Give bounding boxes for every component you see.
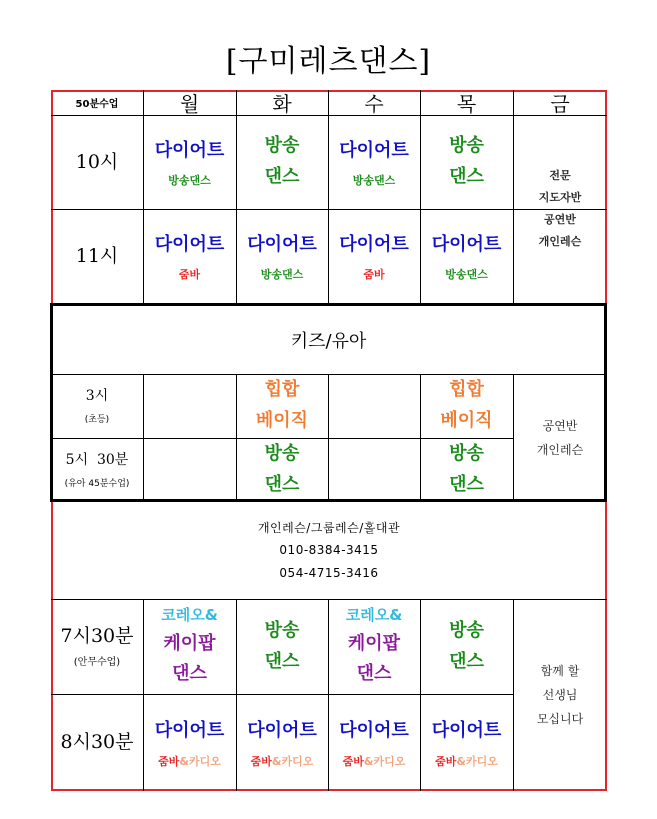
class-name: 다이어트	[247, 233, 317, 255]
class-cell-wed-730	[328, 599, 420, 694]
class-subtitle-b: &카디오	[363, 754, 406, 768]
class-cell-wed-11	[328, 209, 420, 303]
class-cell-tue-5	[236, 438, 328, 502]
header-day-wed: 수	[364, 92, 384, 116]
class-subtitle: 줌바	[178, 268, 201, 282]
class-subtitle: 줌바	[363, 268, 385, 282]
class-name-line2: 댄스	[264, 474, 300, 495]
header-day-thu: 목	[456, 92, 477, 116]
class-cell-thu-830	[420, 694, 513, 791]
header-day-fri: 금	[550, 92, 570, 116]
class-name-line2: 댄스	[449, 166, 484, 187]
class-cell-mon-830	[143, 694, 236, 791]
class-name-line1: 방송	[264, 135, 300, 157]
class-subtitle: 방송댄스	[168, 174, 211, 188]
time-3	[51, 374, 143, 438]
class-name-line1: 방송	[264, 619, 300, 641]
services-text: 개인레슨/그룹레슨/홀대관	[257, 521, 401, 536]
friday-kids-cell	[513, 374, 607, 502]
class-subtitle: 방송댄스	[352, 174, 396, 188]
header-day-tue: 화	[272, 92, 292, 116]
class-subtitle-b: &카디오	[179, 754, 221, 768]
info-block	[51, 502, 607, 599]
friday-line: 공연반	[544, 213, 576, 226]
class-cell-wed-830	[328, 694, 420, 791]
class-name-line2: 베이직	[255, 410, 309, 431]
class-name: 다이어트	[339, 720, 409, 742]
friday-line: 지도자반	[538, 191, 582, 204]
class-subtitle-b: &카디오	[271, 754, 314, 768]
friday-line: 전문	[549, 169, 571, 182]
kids-banner: 키즈/유아	[290, 331, 367, 352]
friday-line: 모십니다	[536, 712, 584, 726]
class-name-line1: 방송	[264, 443, 300, 465]
class-cell-thu-5	[420, 438, 513, 502]
class-name: 다이어트	[154, 233, 225, 255]
class-cell-tue-3	[236, 374, 328, 438]
phone-landline: 054-4715-3416	[279, 565, 379, 580]
class-cell-mon-11	[143, 209, 236, 303]
class-name-line2: 베이직	[440, 410, 493, 431]
class-subtitle-a: 줌바	[342, 754, 364, 768]
class-name-line3: 댄스	[356, 663, 392, 685]
class-name-line2: 댄스	[264, 650, 300, 672]
class-name: 다이어트	[339, 233, 409, 255]
class-subtitle-a: 줌바	[435, 754, 457, 768]
class-cell-tue-830	[236, 694, 328, 791]
class-cell-tue-10	[236, 115, 328, 209]
class-subtitle: 방송댄스	[445, 268, 488, 282]
class-subtitle-b: &카디오	[456, 754, 498, 768]
friday-line: 개인레슨	[538, 235, 582, 248]
class-cell-thu-3	[420, 374, 513, 438]
class-name-line2: 케이팝	[347, 632, 401, 654]
time-8-30: 8시30분	[60, 731, 134, 754]
class-cell-mon-10	[143, 115, 236, 209]
time-7-30	[51, 599, 143, 694]
friday-evening-cell	[513, 599, 607, 791]
class-name-line2: 댄스	[449, 474, 484, 495]
page-title: [구미레츠댄스]	[225, 44, 432, 79]
class-cell-tue-11	[236, 209, 328, 303]
friday-line: 함께 할	[540, 664, 580, 678]
class-name-line1: 힙합	[449, 379, 484, 401]
time-label: 3시	[85, 388, 109, 405]
class-subtitle-a: 줌바	[158, 754, 180, 768]
class-cell-thu-11	[420, 209, 513, 303]
phone-mobile: 010-8384-3415	[279, 543, 379, 558]
class-name-line1: 힙합	[264, 379, 300, 401]
class-name-line2: 케이팝	[163, 632, 216, 654]
friday-line: 선생님	[542, 688, 578, 702]
class-cell-thu-10	[420, 115, 513, 209]
time-label: 7시30분	[60, 624, 134, 647]
header-day-mon: 월	[179, 92, 200, 116]
class-name-line1: 코레오&	[345, 606, 403, 625]
friday-line: 개인레슨	[536, 443, 584, 457]
class-name: 다이어트	[431, 720, 502, 742]
class-name: 다이어트	[247, 720, 317, 742]
class-name-line1: 코레오&	[161, 606, 218, 625]
class-name: 다이어트	[339, 139, 409, 161]
time-5-30	[51, 438, 143, 502]
time-note: (초등)	[84, 414, 110, 425]
time-note: (안무수업)	[73, 657, 121, 669]
class-cell-wed-10	[328, 115, 420, 209]
class-name-line1: 방송	[449, 443, 484, 465]
class-name-line1: 방송	[449, 619, 484, 641]
time-10: 10시	[75, 150, 119, 173]
class-name-line2: 댄스	[449, 650, 484, 672]
class-subtitle-a: 줌바	[250, 754, 272, 768]
class-name-line2: 댄스	[264, 166, 300, 187]
class-name: 다이어트	[431, 233, 502, 255]
class-cell-mon-730	[143, 599, 236, 694]
friday-line: 공연반	[542, 419, 578, 433]
class-name-line1: 방송	[449, 135, 484, 157]
header-corner: 50분수업	[75, 99, 119, 110]
friday-morning-cell	[513, 115, 607, 303]
class-cell-thu-730	[420, 599, 513, 694]
time-11: 11시	[75, 244, 119, 267]
class-name: 다이어트	[154, 139, 225, 161]
class-name: 다이어트	[154, 720, 225, 742]
class-subtitle: 방송댄스	[260, 268, 304, 282]
class-cell-tue-730	[236, 599, 328, 694]
class-name-line3: 댄스	[172, 663, 207, 685]
time-note: (유아 45분수업)	[64, 478, 130, 489]
time-label: 5시 30분	[65, 452, 129, 469]
